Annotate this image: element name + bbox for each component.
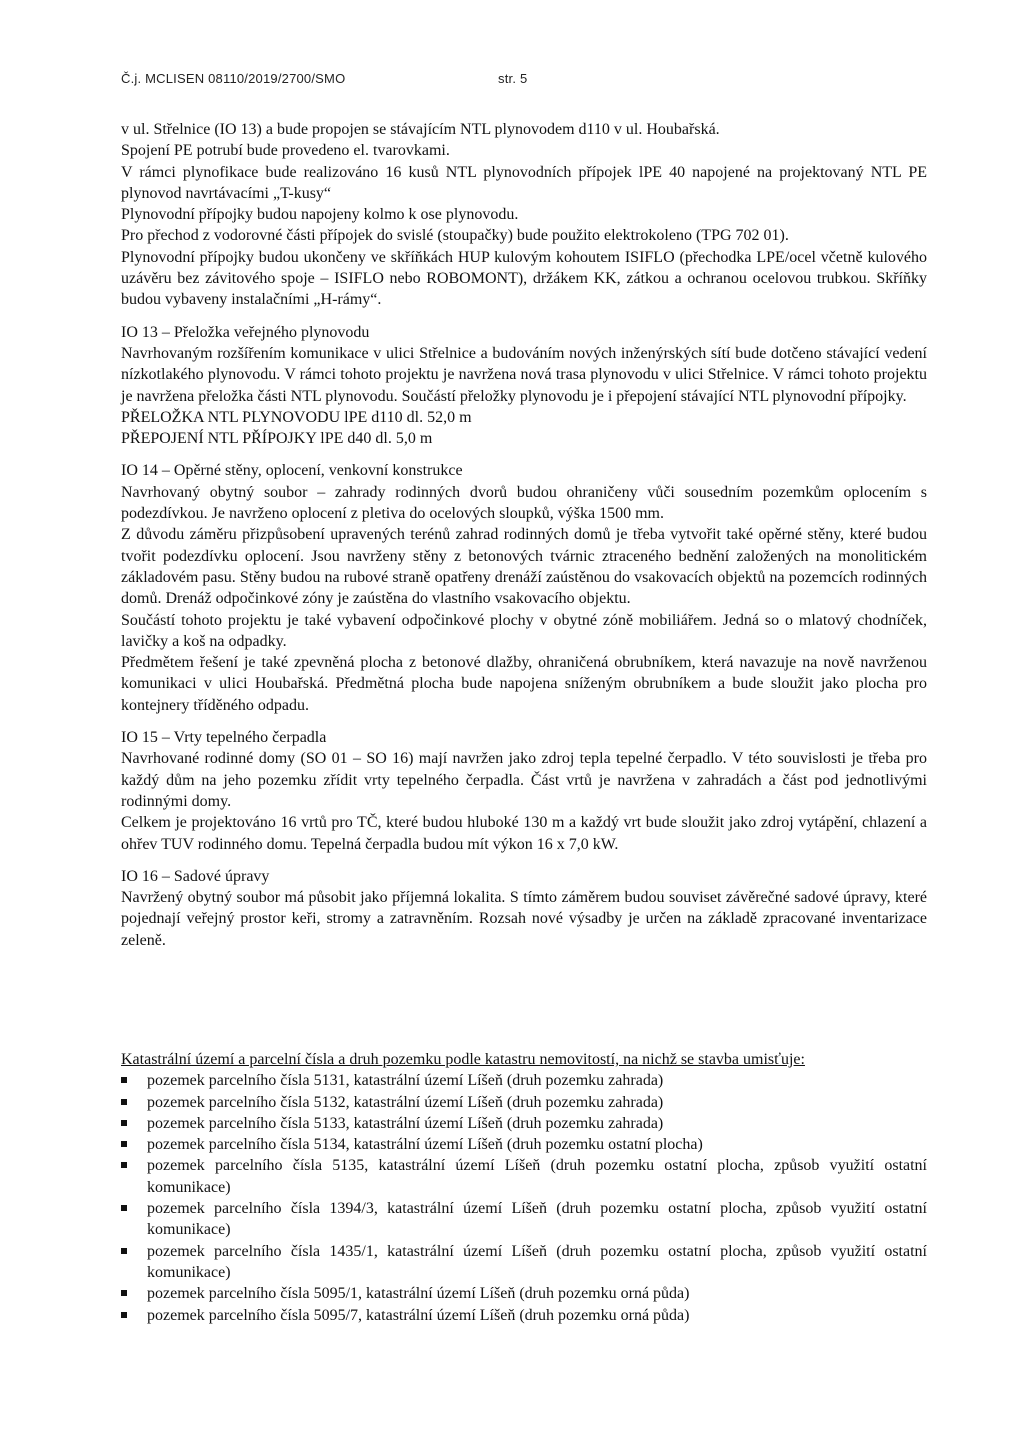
parcel-text: pozemek parcelního čísla 5134, katastrální území Líšeň (druh pozemku ostatní plocha)	[147, 1136, 703, 1154]
paragraph: Součástí tohoto projektu je také vybavení odpočinkové plochy v obytné zóně mobiliářem. Jedná so o mlatový chodníček, lavičky a koš na odpadky.	[121, 611, 927, 650]
reconnection-line: PŘEPOJENÍ NTL PŘÍPOJKY lPE d40 dl. 5,0 m	[121, 430, 433, 448]
section-heading: IO 16 – Sadové úpravy	[121, 867, 270, 885]
document-body	[121, 119, 927, 951]
bullet-icon	[121, 1077, 127, 1083]
paragraph: Předmětem řešení je také zpevněná plocha z betonové dlažby, ohraničená obrubníkem, která navazuje na nově navrženou komunikaci v ulici Houbařská. Předmětná plocha bude napojena sníženým obrubníkem a bude sloužit jako plocha pro kontejnery tříděného odpadu.	[121, 654, 927, 714]
paragraph: Spojení PE potrubí bude provedeno el. tvarovkami.	[121, 142, 450, 160]
cadastre-title: Katastrální území a parcelní čísla a druh pozemku podle katastru nemovitostí, na nichž se stavba umisťuje:	[121, 1051, 805, 1068]
parcel-text: pozemek parcelního čísla 5135, katastrální území Líšeň (druh pozemku ostatní plocha, způsob využití ostatní komunikace)	[147, 1157, 927, 1196]
paragraph: Plynovodní přípojky budou ukončeny ve skříňkách HUP kulovým kohoutem ISIFLO (přechodka LPE/ocel včetně kulového uzávěru bez závitového spoje – ISIFLO nebo ROBOMONT), držákem KK, zátkou a ochranou ocelovou trubkou. Skříňky budou vybaveny instalačními „H-rámy“.	[121, 248, 927, 309]
list-item	[121, 1241, 927, 1284]
bullet-icon	[121, 1120, 127, 1126]
parcel-text: pozemek parcelního čísla 5133, katastrální území Líšeň (druh pozemku zahrada)	[147, 1114, 664, 1132]
section-heading: IO 13 – Přeložka veřejného plynovodu	[121, 323, 370, 341]
list-item	[121, 1113, 927, 1134]
paragraph: Plynovodní přípojky budou napojeny kolmo k ose plynovodu.	[121, 206, 519, 224]
section-heading: IO 15 – Vrty tepelného čerpadla	[121, 729, 327, 747]
bullet-icon	[121, 1099, 127, 1105]
paragraph: Navrhovaným rozšířením komunikace v ulici Střelnice a budováním nových inženýrských sítí bude dotčeno stávající vedení nízkotlakého plynovodu. V rámci tohoto projektu je navržena nová trasa plynovodu v ulici Střelnice. V rámci tohoto projektu je navržena přeložka části NTL plynovodu. Součástí přeložky plynovodu je i přepojení stávající NTL plynovodní přípojky.	[121, 344, 927, 405]
section-io15	[121, 727, 927, 855]
relocation-line: PŘELOŽKA NTL PLYNOVODU lPE d110 dl. 52,0 m	[121, 408, 472, 426]
section-heading: IO 14 – Opěrné stěny, oplocení, venkovní konstrukce	[121, 462, 463, 480]
paragraph: Celkem je projektováno 16 vrtů pro TČ, které budou hluboké 130 m a každý vrt bude sloužit jako zdroj vytápění, chlazení a ohřev TUV rodinného domu. Tepelná čerpadla budou mít výkon 16 x 7,0 kW.	[121, 814, 927, 853]
parcel-text: pozemek parcelního čísla 1394/3, katastrální území Líšeň (druh pozemku ostatní plocha, způsob využití ostatní komunikace)	[147, 1200, 927, 1239]
document-reference: Č.j. MCLISEN 08110/2019/2700/SMO	[121, 71, 346, 86]
paragraph: Pro přechod z vodorovné části přípojek do svislé (stoupačky) bude použito elektrokoleno (TPG 702 01).	[121, 227, 789, 245]
paragraph: Navržený obytný soubor má působit jako příjemná lokalita. S tímto záměrem budou souviset závěrečné sadové úpravy, které pojednají veřejný prostor keři, stromy a zatravněním. Rozsah nové výsadby je určen na základě zpracované inventarizace zeleně.	[121, 889, 927, 949]
parcel-text: pozemek parcelního čísla 1435/1, katastrální území Líšeň (druh pozemku ostatní plocha, způsob využití ostatní komunikace)	[147, 1242, 927, 1281]
parcel-list	[121, 1070, 927, 1326]
bullet-icon	[121, 1162, 127, 1168]
section-io13	[121, 322, 927, 450]
bullet-icon	[121, 1248, 127, 1254]
list-item	[121, 1198, 927, 1241]
parcel-text: pozemek parcelního čísla 5131, katastrální území Líšeň (druh pozemku zahrada)	[147, 1072, 664, 1090]
list-item	[121, 1092, 927, 1113]
bullet-icon	[121, 1141, 127, 1147]
list-item	[121, 1134, 927, 1155]
bullet-icon	[121, 1290, 127, 1296]
paragraph: V rámci plynofikace bude realizováno 16 kusů NTL plynovodních přípojek lPE 40 napojené na projektovaný NTL PE plynovod navrtávacími „T-kusy“	[121, 163, 927, 202]
list-item	[121, 1070, 927, 1091]
parcel-text: pozemek parcelního čísla 5095/7, katastrální území Líšeň (druh pozemku orná půda)	[147, 1306, 690, 1324]
parcel-text: pozemek parcelního čísla 5132, katastrální území Líšeň (druh pozemku zahrada)	[147, 1093, 664, 1111]
section-io14	[121, 460, 927, 716]
list-item	[121, 1283, 927, 1304]
page-header	[121, 71, 528, 86]
parcel-text: pozemek parcelního čísla 5095/1, katastrální území Líšeň (druh pozemku orná půda)	[147, 1285, 690, 1303]
list-item	[121, 1305, 927, 1326]
paragraph: Navrhované rodinné domy (SO 01 – SO 16) mají navržen jako zdroj tepla tepelné čerpadlo. V této souvislosti je třeba pro každý dům na jeho pozemku zřídit vrty tepelného čerpadla. Část vrtů je navržena v zahradách a část pod jednotlivými rodinnými domy.	[121, 750, 927, 810]
cadastre-section	[121, 1049, 927, 1326]
page-number: str. 5	[498, 71, 528, 86]
paragraph: v ul. Střelnice (IO 13) a bude propojen se stávajícím NTL plynovodem d110 v ul. Houbařská.	[121, 121, 720, 138]
bullet-icon	[121, 1312, 127, 1318]
list-item	[121, 1155, 927, 1198]
paragraph: Navrhovaný obytný soubor – zahrady rodinných dvorů budou ohraničeny vůči sousedním pozemkům oplocením s podezdívkou. Je navrženo oplocení z pletiva do ocelových sloupků, výška 1500 mm.	[121, 483, 927, 523]
bullet-icon	[121, 1205, 127, 1211]
section-io16	[121, 866, 927, 951]
paragraph: Z důvodu záměru přizpůsobení upravených terénů zahrad rodinných domů je třeba vytvořit také opěrné stěny, které budou tvořit podezdívku oplocení. Jsou navrženy stěny z betonových tvárnic ztraceného bednění založených na monolitickém základovém pasu. Stěny budou na rubové straně opatřeny drenáží zaústěnou do vsakovacích objektů na pozemcích rodinných domů. Drenáž odpočinkové zóny je zaústěna do vlastního vsakovacího objektu.	[121, 526, 927, 608]
